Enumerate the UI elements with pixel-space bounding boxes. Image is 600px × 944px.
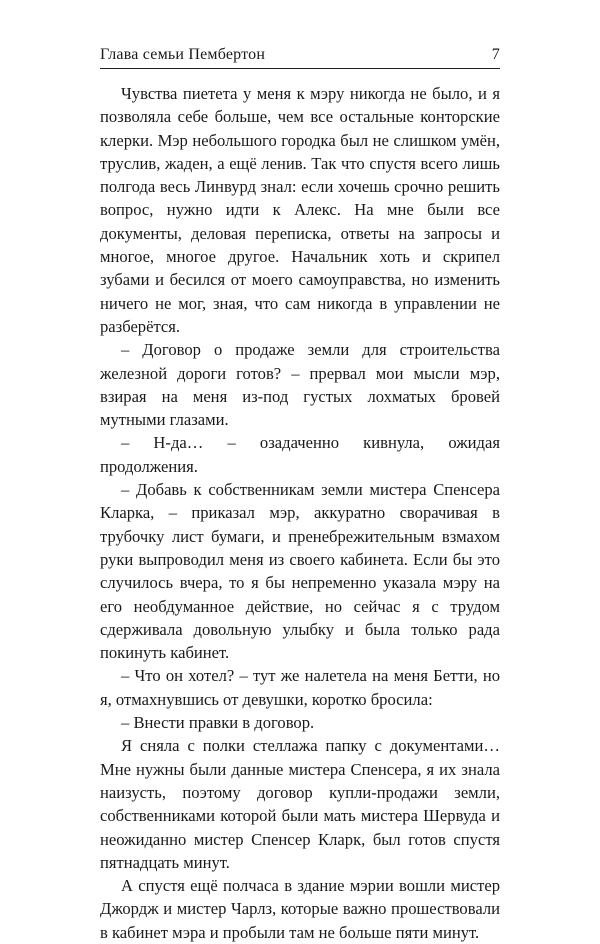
page-number: 7: [491, 46, 500, 63]
paragraph: – Н-да… – озадаченно кивнула, ожидая продолжения.: [100, 433, 500, 476]
chapter-title: Глава семьи Пембертон: [100, 46, 266, 63]
paragraph: – Добавь к собственникам земли мистера Спенсера Кларка, – приказал мэр, аккуратно сворачивая в трубочку лист бумаги, и пренебрежительным взмахом руки выпроводил меня из своего кабинета. Если бы это случилось вчера, то я бы непременно указала мэру на его необдуманное действие, но сейчас я с трудом сдерживала довольную улыбку и была только рада покинуть кабинет.: [100, 480, 500, 663]
paragraph: – Договор о продаже земли для строительства железной дороги готов? – прервал мои мысли мэр, взирая на меня из-под густых лохматых бровей мутными глазами.: [100, 340, 500, 430]
paragraph: – Внести правки в договор.: [121, 713, 315, 733]
paragraph: Чувства пиетета у меня к мэру никогда не было, и я позволяла себе больше, чем все остальные конторские клерки. Мэр небольшого городка был не слишком умён, труслив, жаден, а ещё ленив. Так что спустя всего лишь полгода весь Линвурд знал: если хочешь срочно решить вопрос, нужно идти к Алекс. На мне были все документы, деловая переписка, ответы на запросы и многое, многое другое. Начальник хоть и скрипел зубами и бесился от моего самоуправства, но изменить ничего не мог, зная, что сам никогда в управлении не разберётся.: [100, 84, 500, 336]
paragraph: – Что он хотел? – тут же налетела на меня Бетти, но я, отмахнувшись от девушки, коротко бросила:: [100, 666, 500, 709]
paragraph: Я сняла с полки стеллажа папку с документами… Мне нужны были данные мистера Спенсера, я их знала наизусть, поэтому договор купли-продажи земли, собственниками которой были мать мистера Шервуда и неожиданно мистер Спенсер Кларк, был готов спустя пятнадцать минут.: [100, 736, 500, 872]
paragraph: А спустя ещё полчаса в здание мэрии вошли мистер Джордж и мистер Чарлз, которые важно прошествовали в кабинет мэра и пробыли там не больше пяти минут.: [100, 876, 500, 942]
body-text: [100, 82, 500, 944]
running-header: [100, 38, 500, 69]
